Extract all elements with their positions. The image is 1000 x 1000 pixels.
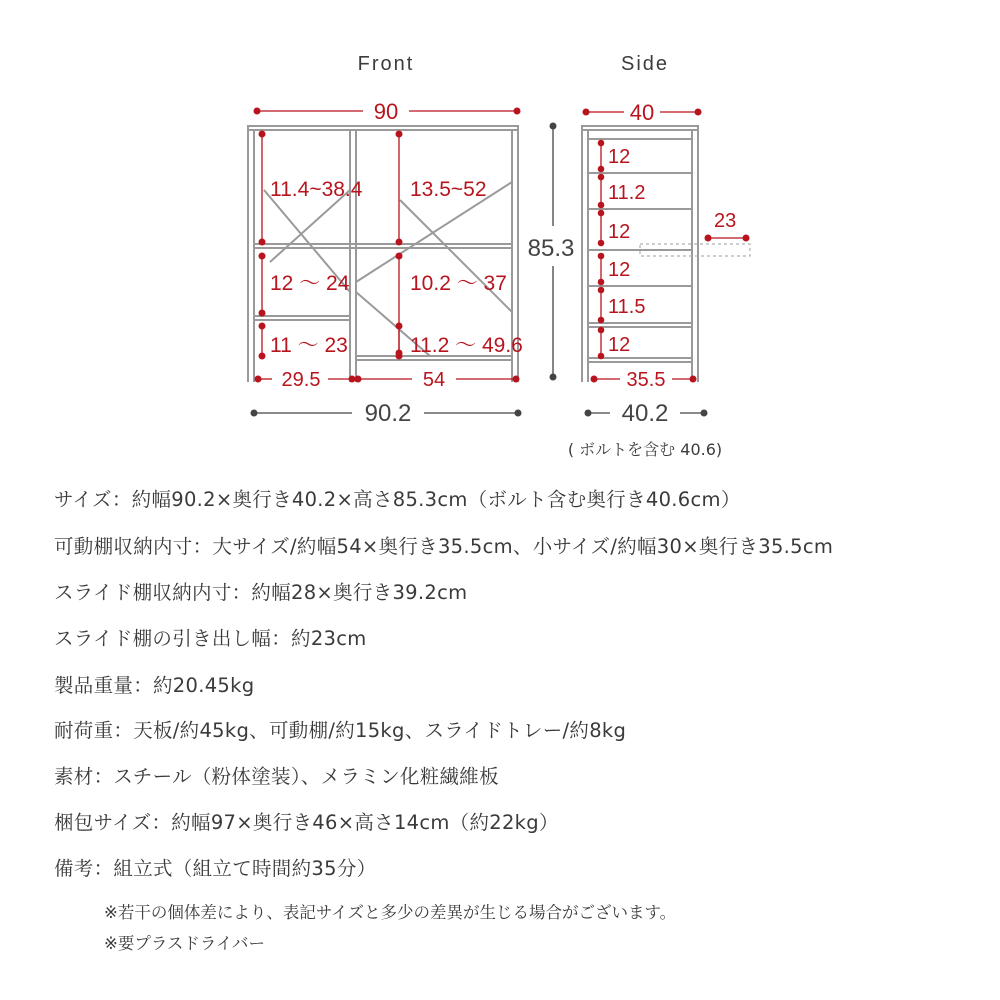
side-gap-label-5: 11.5: [608, 296, 646, 318]
spec-package-size: 梱包サイズ：約幅97×奥行き46×高さ14cm（約22kg）: [54, 811, 559, 834]
front-middle-left-label: 12 〜 24: [270, 272, 350, 295]
side-gap-label-3: 12: [608, 221, 631, 243]
front-lower-left-label: 11 〜 23: [270, 334, 348, 357]
front-middle-right-label: 10.2 〜 37: [410, 272, 507, 295]
front-height-label: 85.3: [527, 235, 575, 262]
side-overall-depth-label: 40.2: [621, 400, 669, 427]
side-view-title: Side: [620, 53, 670, 75]
front-bottom-left-label: 29.5: [281, 369, 321, 391]
overall-width-dot-right: [515, 410, 522, 417]
spec-load-capacity: 耐荷重：天板/約45kg、可動棚/約15kg、スライドトレー/約8kg: [54, 719, 627, 742]
spec-size: サイズ：約幅90.2×奥行き40.2×高さ85.3cm（ボルト含む奥行き40.6cm）: [54, 488, 741, 511]
spec-slide-shelf-inner: スライド棚収納内寸：約幅28×奥行き39.2cm: [54, 581, 468, 604]
front-overall-width-label: 90.2: [364, 400, 412, 427]
side-top-depth-label: 40: [629, 100, 655, 125]
front-lower-right-label: 11.2 〜 49.6: [410, 334, 523, 357]
side-gap-label-4: 12: [608, 259, 631, 281]
spec-weight: 製品重量：約20.45kg: [54, 674, 255, 697]
side-gap-label-2: 11.2: [608, 182, 646, 204]
overall-depth-dot-right: [701, 410, 708, 417]
overall-width-dot-left: [251, 410, 258, 417]
spec-slide-width: スライド棚の引き出し幅：約23cm: [54, 627, 367, 650]
front-upper-left-label: 11.4~38.4: [270, 178, 363, 201]
side-gap-label-6: 12: [608, 334, 631, 356]
overall-depth-dot-left: [585, 410, 592, 417]
note-screwdriver: ※要プラスドライバー: [104, 934, 266, 953]
note-variance: ※若干の個体差により、表記サイズと多少の差異が生じる場合がございます。: [104, 903, 677, 922]
front-top-width-label: 90: [373, 99, 399, 124]
height-dot-top: [550, 123, 557, 130]
front-upper-right-label: 13.5~52: [410, 178, 487, 201]
side-slide-out-label: 23: [714, 210, 737, 232]
front-view-title: Front: [357, 53, 415, 75]
side-bottom-depth-label: 35.5: [626, 369, 666, 391]
side-gap-label-1: 12: [608, 146, 631, 168]
front-bottom-right-label: 54: [422, 369, 446, 391]
dimension-diagram: [0, 0, 1000, 470]
height-dot-bottom: [550, 374, 557, 381]
side-bolt-note: ( ボルトを含む 40.6): [567, 440, 723, 459]
spec-movable-shelf-inner: 可動棚収納内寸：大サイズ/約幅54×奥行き35.5cm、小サイズ/約幅30×奥行き35.5cm: [54, 535, 834, 558]
spec-remarks: 備考：組立式（組立て時間約35分）: [54, 857, 377, 880]
spec-material: 素材：スチール（粉体塗装）、メラミン化粧繊維板: [54, 765, 499, 788]
